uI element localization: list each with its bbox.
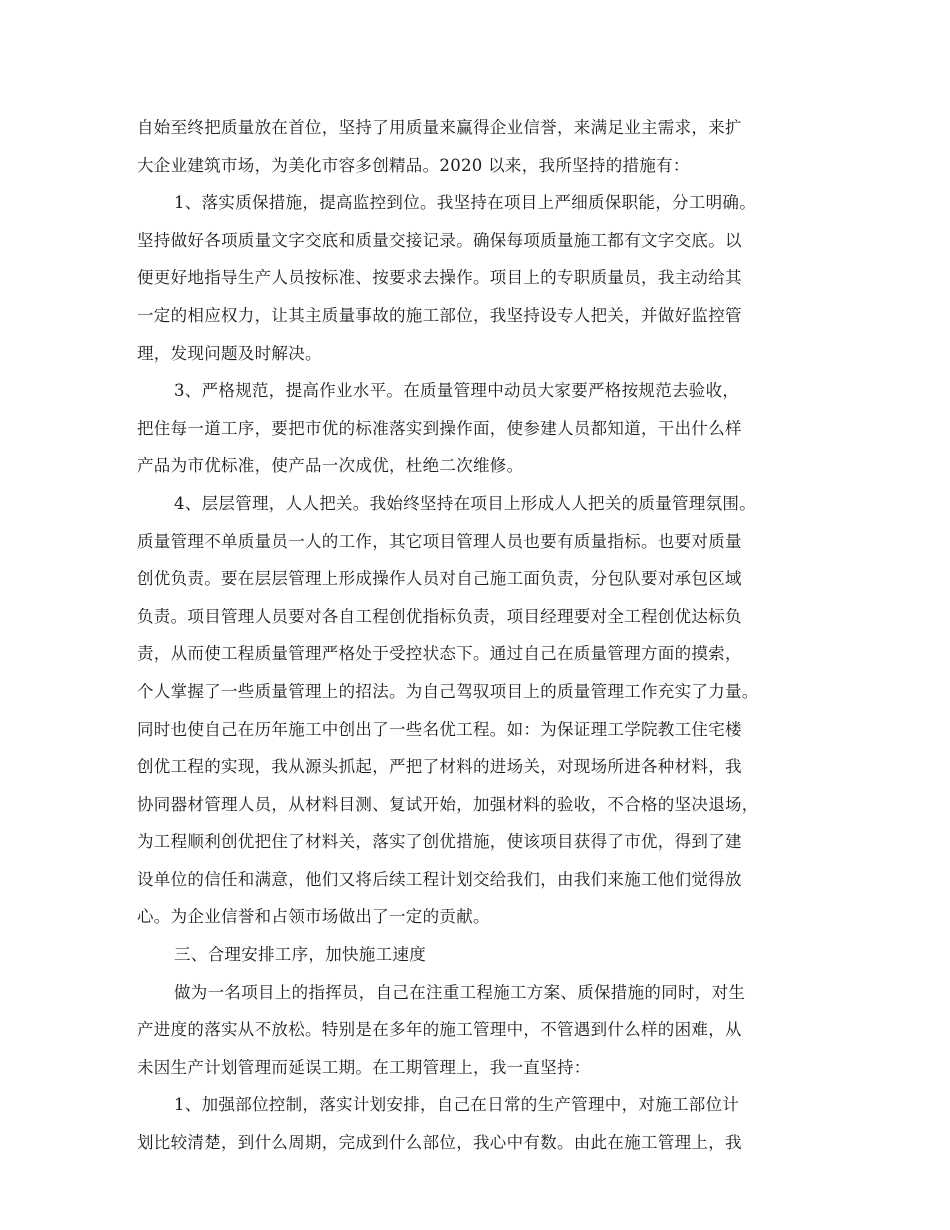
text-line: 自始至终把质量放在首位，坚持了用质量来赢得企业信誉，来满足业主需求，来扩	[137, 118, 742, 137]
text-line: 理，发现问题及时解决。	[137, 343, 322, 363]
text-line: 三、合理安排工序，加快施工速度	[174, 945, 426, 965]
text-line: 负责。项目管理人员要对各自工程创优指标负责，项目经理要对全工程创优达标负	[137, 606, 742, 626]
text-line: 产进度的落实从不放松。特别是在多年的施工管理中，不管遇到什么样的困难，从	[137, 1020, 742, 1040]
text-line: 一定的相应权力，让其主质量事故的施工部位，我坚持设专人把关，并做好监控管	[137, 305, 742, 325]
text-line: 大企业建筑市场，为美化市容多创精品。2020 以来，我所坚持的措施有：	[137, 155, 690, 175]
text-line: 产品为市优标准，使产品一次成优，杜绝二次维修。	[137, 456, 524, 476]
text-line: 个人掌握了一些质量管理上的招法。为自己驾驭项目上的质量管理工作充实了力量。	[137, 681, 759, 701]
text-line: 协同器材管理人员，从材料目测、复试开始，加强材料的验收，不合格的坚决退场，	[137, 794, 759, 814]
text-line: 1、加强部位控制，落实计划安排，自己在日常的生产管理中，对施工部位计	[174, 1095, 740, 1115]
text-line: 做为一名项目上的指挥员，自己在注重工程施工方案、质保措施的同时，对生	[174, 982, 746, 1002]
text-line: 1、落实质保措施，提高监控到位。我坚持在项目上严细质保职能，分工明确。	[174, 193, 756, 213]
text-line: 同时也使自己在历年施工中创出了一些名优工程。如：为保证理工学院教工住宅楼	[137, 719, 742, 739]
text-line: 责，从而使工程质量管理严格处于受控状态下。通过自己在质量管理方面的摸索，	[137, 644, 742, 664]
text-line: 设单位的信任和满意，他们又将后续工程计划交给我们，由我们来施工他们觉得放	[137, 869, 742, 889]
text-line: 为工程顺利创优把住了材料关，落实了创优措施，使该项目获得了市优，得到了建	[137, 832, 742, 852]
text-line: 划比较清楚，到什么周期，完成到什么部位，我心中有数。由此在施工管理上，我	[137, 1133, 742, 1153]
text-line: 坚持做好各项质量文字交底和质量交接记录。确保每项质量施工都有文字交底。以	[137, 230, 742, 250]
text-line: 未因生产计划管理而延误工期。在工期管理上，我一直坚持：	[137, 1057, 591, 1077]
text-line: 质量管理不单质量员一人的工作，其它项目管理人员也要有质量指标。也要对质量	[137, 531, 742, 551]
text-line: 3、严格规范，提高作业水平。在质量管理中动员大家要严格按规范去验收，	[174, 381, 740, 401]
text-line: 把住每一道工序，要把市优的标准落实到操作面，使参建人员都知道，干出什么样	[137, 418, 742, 438]
text-line: 4、层层管理，人人把关。我始终坚持在项目上形成人人把关的质量管理氛围。	[174, 493, 756, 513]
text-line: 创优工程的实现，我从源头抓起，严把了材料的进场关，对现场所进各种材料，我	[137, 757, 742, 777]
text-line: 便更好地指导生产人员按标准、按要求去操作。项目上的专职质量员，我主动给其	[137, 268, 742, 288]
text-line: 创优负责。要在层层管理上形成操作人员对自己施工面负责，分包队要对承包区域	[137, 569, 742, 589]
document-body	[137, 109, 825, 1162]
text-line: 心。为企业信誉和占领市场做出了一定的贡献。	[137, 907, 490, 927]
